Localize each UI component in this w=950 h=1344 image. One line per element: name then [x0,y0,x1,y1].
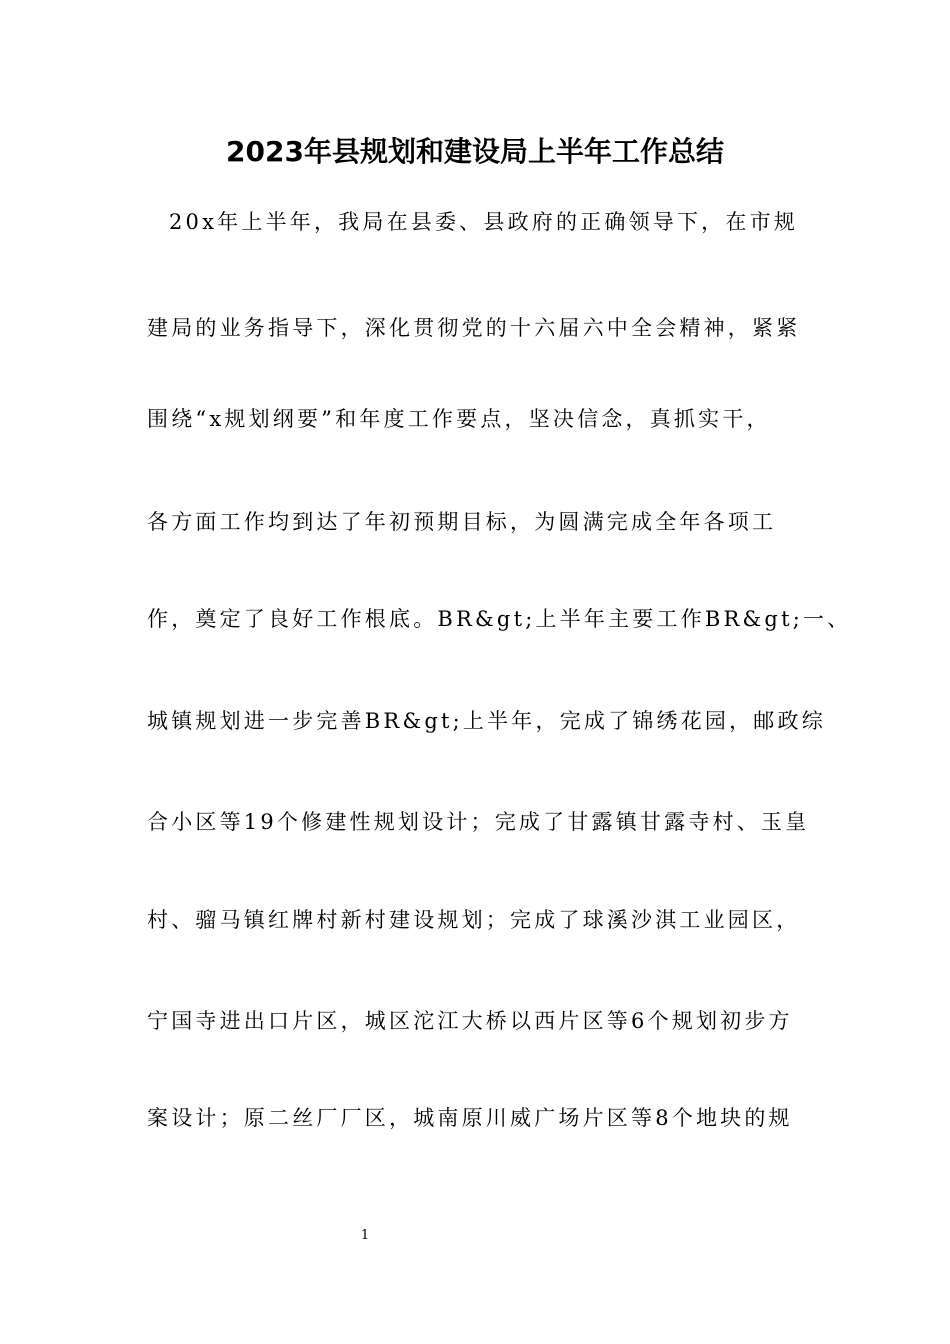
text-line: 20x年上半年，我局在县委、县政府的正确领导下，在市规 [169,210,798,234]
page-title: 2023年县规划和建设局上半年工作总结 [226,135,724,168]
page-number: 1 [360,1228,370,1243]
text-line: 村、骝马镇红牌村新村建设规划；完成了球溪沙淇工业园区， [147,908,801,932]
text-line: 案设计；原二丝厂厂区，城南原川威广场片区等8个地块的规 [147,1106,793,1130]
text-line: 作，奠定了良好工作根底。BR&gt;上半年主要工作BR&gt;一、 [147,607,852,631]
text-line: 建局的业务指导下，深化贯彻党的十六届六中全会精神，紧紧 [147,316,801,340]
text-line: 宁国寺进出口片区，城区沱江大桥以西片区等6个规划初步方 [147,1009,793,1033]
text-line: 各方面工作均到达了年初预期目标，为圆满完成全年各项工 [147,510,777,534]
text-line: 城镇规划进一步完善BR&gt;上半年，完成了锦绣花园，邮政综 [147,709,826,733]
text-line: 围绕“x规划纲要”和年度工作要点，坚决信念，真抓实干， [147,407,771,431]
text-line: 合小区等19个修建性规划设计；完成了甘露镇甘露寺村、玉皇 [147,810,810,834]
